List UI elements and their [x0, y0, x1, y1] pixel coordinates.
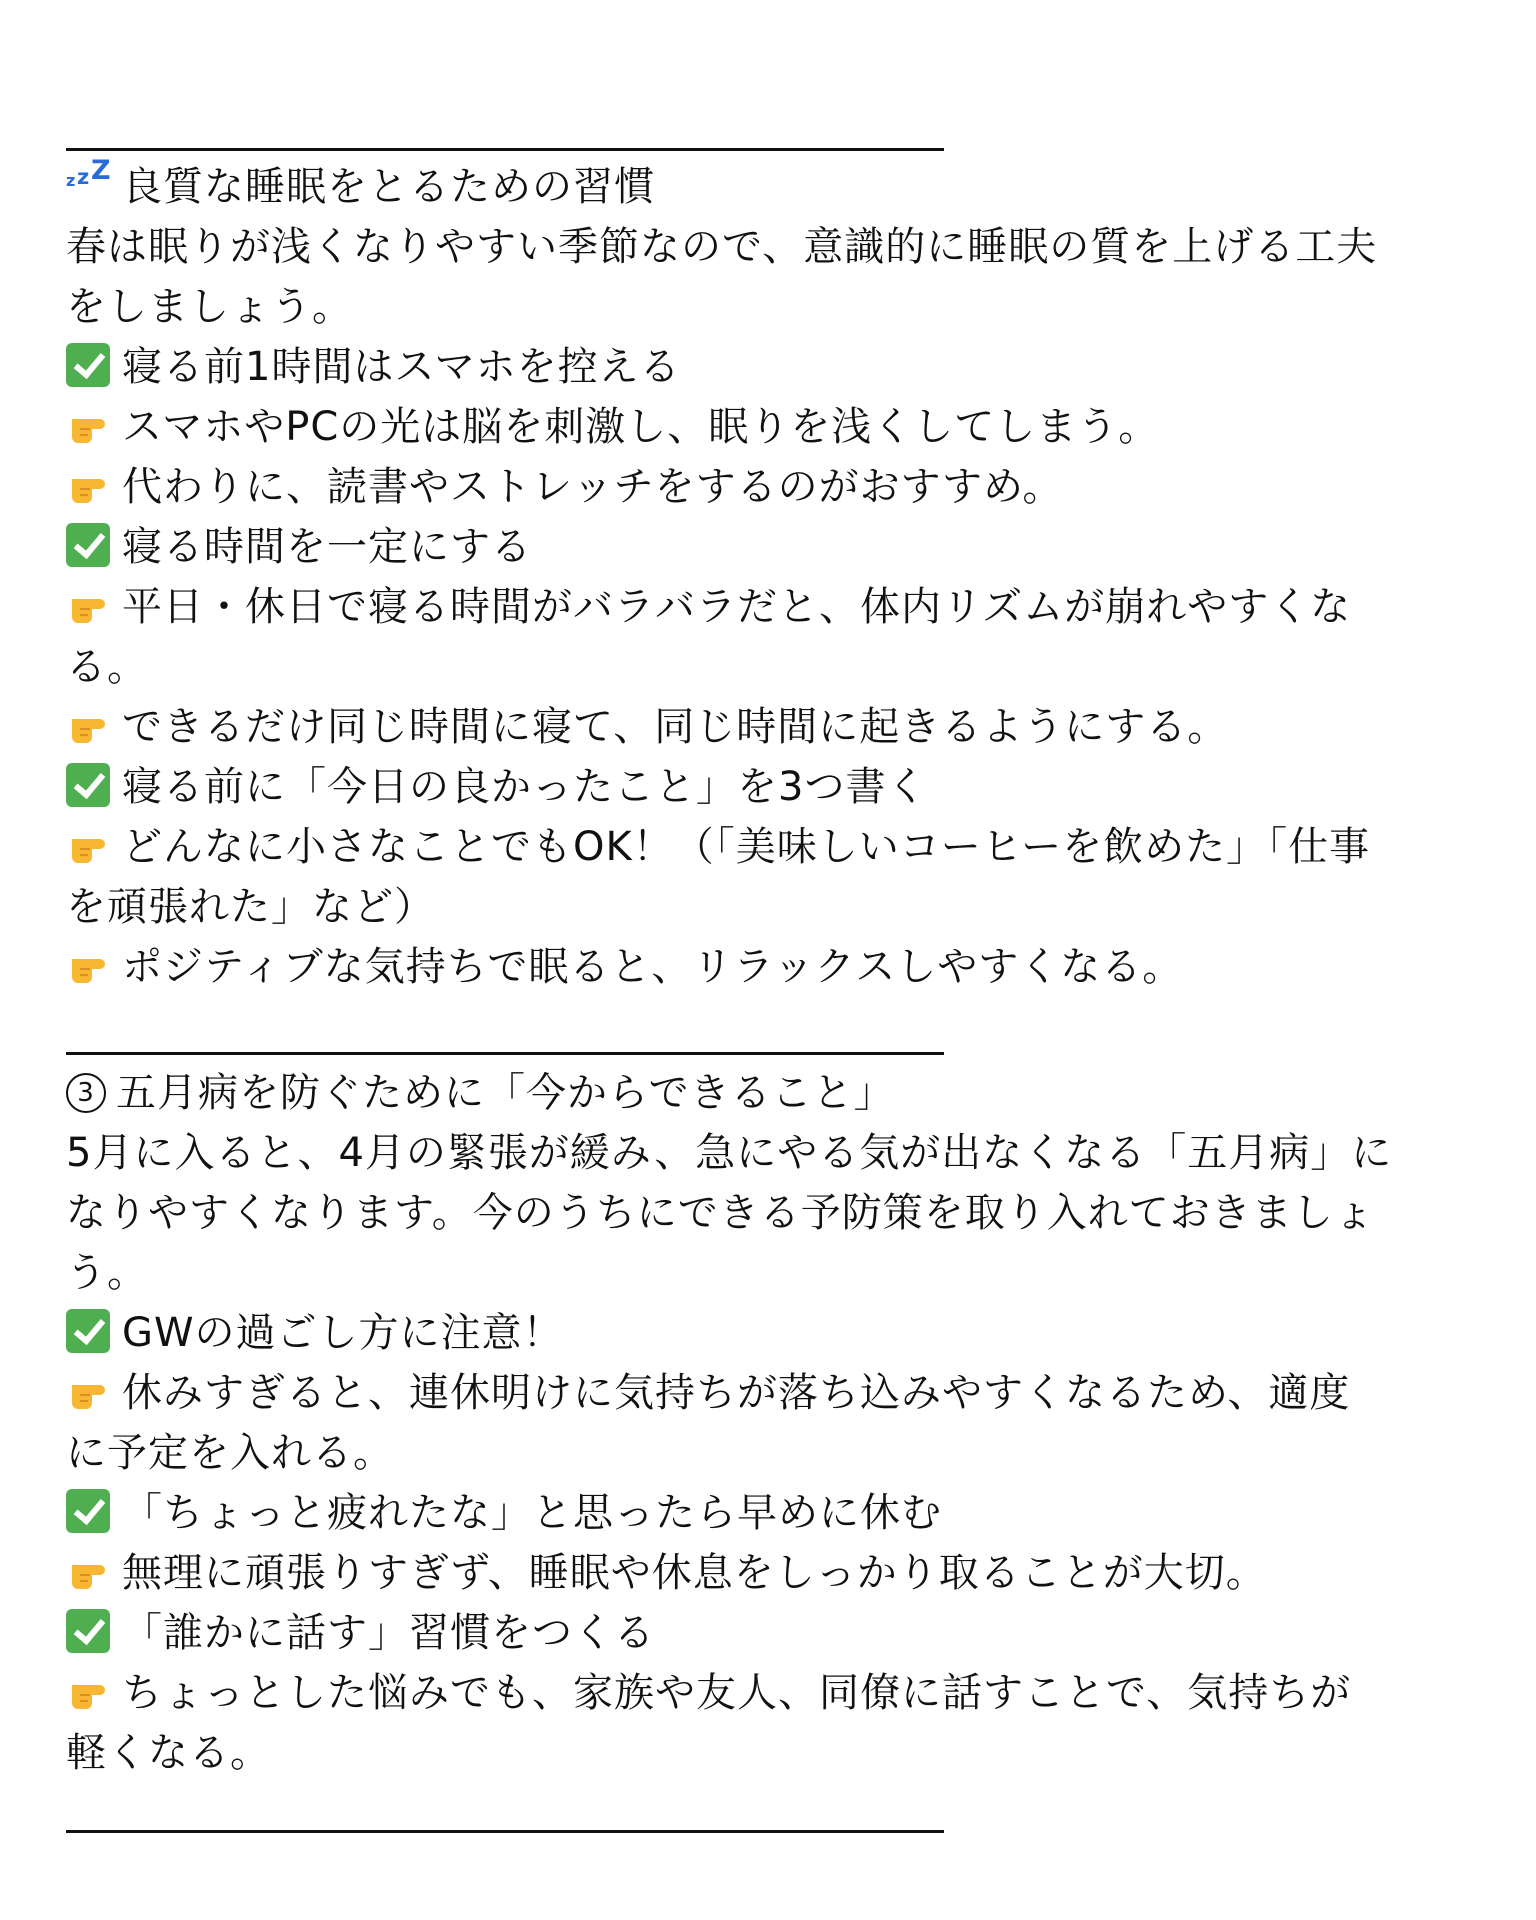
tip-point-text: ちょっとした悩みでも、家族や友人、同僚に話すことで、気持ちが	[122, 1670, 1352, 1716]
tip-point	[66, 937, 1476, 997]
tip-point-text: どんなに小さなことでもOK！（「美味しいコーヒーを飲めた」「仕事	[122, 824, 1371, 870]
check-mark-icon	[66, 523, 110, 567]
section1-intro-line-1: 春は眠りが浅くなりやすい季節なので、意識的に睡眠の質を上げる工夫	[66, 224, 1378, 270]
tip-point-text: できるだけ同じ時間に寝て、同じ時間に起きるようにする。	[122, 704, 1229, 750]
tip-point	[66, 1543, 1476, 1603]
check-mark-icon	[66, 763, 110, 807]
section2-intro-line-2: なりやすくなります。今のうちにできる予防策を取り入れておきましょ	[66, 1190, 1375, 1236]
section1-title-text: 良質な睡眠をとるための習慣	[122, 164, 655, 210]
tip-heading-text: 寝る前に「今日の良かったこと」を3つ書く	[122, 764, 928, 810]
tip-heading-text: 「誰かに話す」習慣をつくる	[122, 1610, 655, 1656]
tip-point	[66, 397, 1476, 457]
divider-middle	[66, 1052, 944, 1055]
tip-point	[66, 1363, 1476, 1423]
tip-point	[66, 817, 1476, 877]
tip-heading	[66, 1603, 1476, 1663]
pointing-hand-icon	[66, 1549, 110, 1593]
tip-heading	[66, 757, 1476, 817]
tip-point	[66, 577, 1476, 637]
pointing-hand-icon	[66, 823, 110, 867]
tip-point	[66, 697, 1476, 757]
tip-heading-text: 寝る時間を一定にする	[122, 524, 532, 570]
tip-point-text: 平日・休日で寝る時間がバラバラだと、体内リズムが崩れやすくな	[122, 584, 1352, 630]
check-mark-icon	[66, 1309, 110, 1353]
section2-title-text: 五月病を防ぐために「今からできること」	[116, 1070, 895, 1116]
pointing-hand-icon	[66, 463, 110, 507]
pointing-hand-icon	[66, 1369, 110, 1413]
tip-point	[66, 457, 1476, 517]
section1-intro-line-2: をしましょう。	[66, 284, 353, 330]
tip-point-text: スマホやPCの光は脳を刺激し、眠りを浅くしてしまう。	[122, 404, 1160, 450]
tip-heading	[66, 1483, 1476, 1543]
divider-top	[66, 148, 944, 151]
tip-point	[66, 1663, 1476, 1723]
tip-point-continuation: を頑張れた」など）	[66, 884, 435, 930]
pointing-hand-icon	[66, 583, 110, 627]
tip-point-text: ポジティブな気持ちで眠ると、リラックスしやすくなる。	[122, 944, 1184, 990]
tip-heading	[66, 517, 1476, 577]
zzz-sleep-icon: z z Z	[66, 155, 112, 190]
divider-bottom	[66, 1830, 944, 1833]
tip-heading	[66, 337, 1476, 397]
tip-heading-text: GWの過ごし方に注意！	[122, 1310, 564, 1356]
pointing-hand-icon	[66, 943, 110, 987]
section2-intro-line-3: う。	[66, 1250, 148, 1296]
tip-point-text: 休みすぎると、連休明けに気持ちが落ち込みやすくなるため、適度	[122, 1370, 1351, 1416]
tip-heading-text: 「ちょっと疲れたな」と思ったら早めに休む	[122, 1490, 942, 1536]
pointing-hand-icon	[66, 703, 110, 747]
circled-number-badge: 3	[66, 1073, 106, 1113]
section2-title	[66, 1063, 1476, 1123]
tip-point-text: 代わりに、読書やストレッチをするのがおすすめ。	[122, 464, 1064, 510]
section1-title	[66, 157, 1476, 217]
tip-heading-text: 寝る前1時間はスマホを控える	[122, 344, 681, 390]
pointing-hand-icon	[66, 1669, 110, 1713]
check-mark-icon	[66, 1609, 110, 1653]
tip-point-continuation: 軽くなる。	[66, 1730, 271, 1776]
tip-point-text: 無理に頑張りすぎず、睡眠や休息をしっかり取ることが大切。	[122, 1550, 1267, 1596]
section2-intro-line-1: 5月に入ると、4月の緊張が緩み、急にやる気が出なくなる「五月病」に	[66, 1130, 1393, 1176]
tip-heading	[66, 1303, 1476, 1363]
tip-point-continuation: に予定を入れる。	[66, 1430, 394, 1476]
check-mark-icon	[66, 343, 110, 387]
pointing-hand-icon	[66, 403, 110, 447]
check-mark-icon	[66, 1489, 110, 1533]
tip-point-continuation: る。	[66, 644, 148, 690]
